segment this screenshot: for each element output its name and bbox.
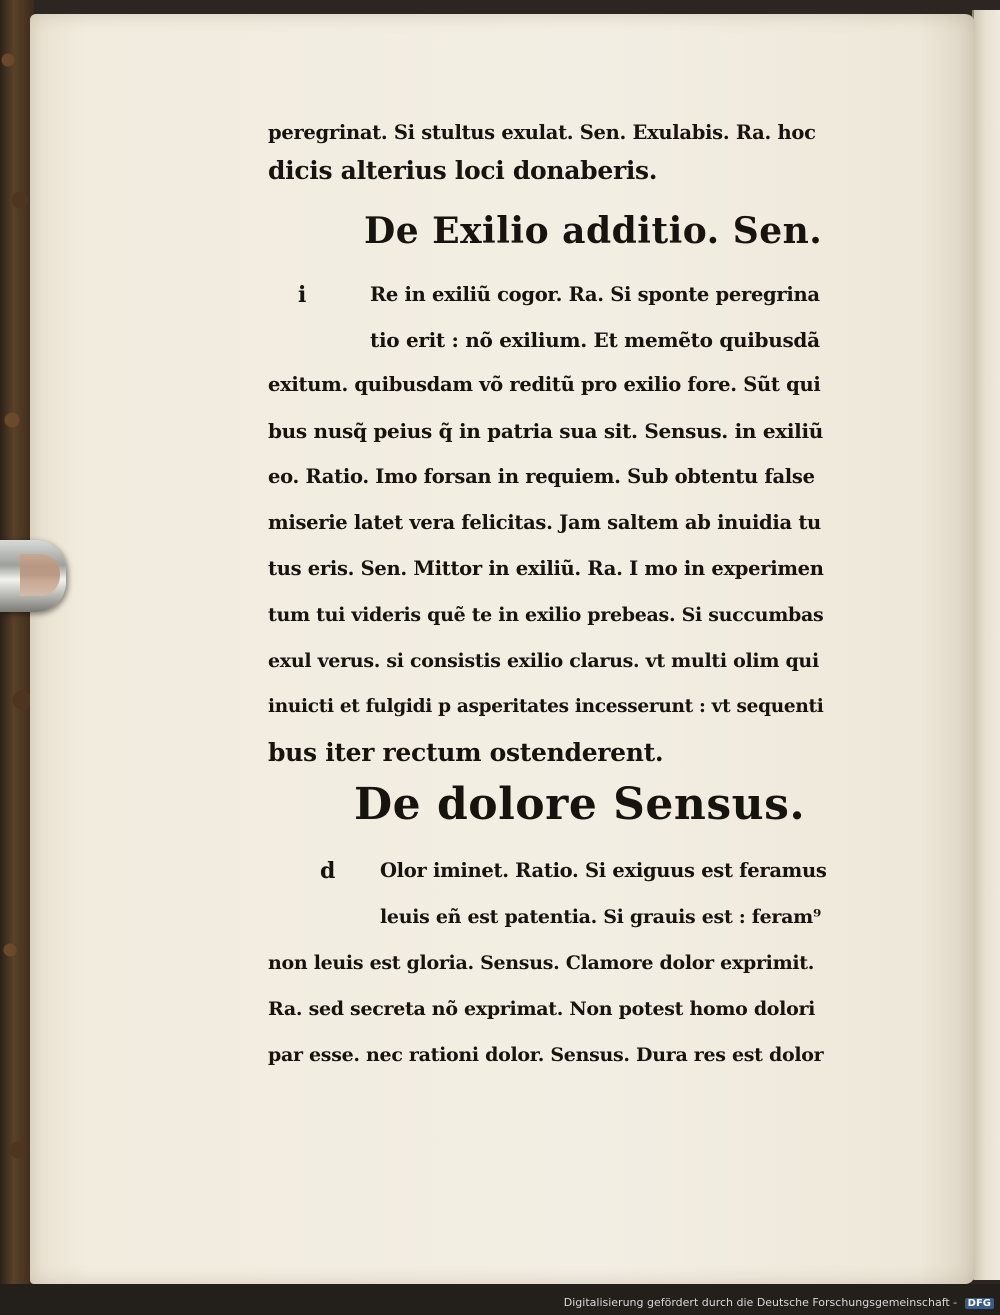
text-line: bus nusq̃ peius q̃ in patria sua sit. Sensus. in exiliũ [268,419,824,443]
text-line: Re in exiliũ cogor. Ra. Si sponte peregrina [370,283,820,306]
text-line: tio erit : nõ exilium. Et memẽto quibusdã [370,328,820,352]
text-line: leuis eñ est patentia. Si grauis est : feram⁹ [380,906,821,928]
text-line: tus eris. Sen. Mittor in exiliũ. Ra. I mo in experimen [268,557,824,580]
footer-text: Digitalisierung gefördert durch die Deutsche Forschungsgemeinschaft - [563,1296,958,1309]
text-line: inuicti et fulgidi p asperitates incesserunt : vt sequenti [268,696,824,717]
text-line: exul verus. si consistis exilio clarus. vt multi olim qui [268,650,819,672]
text-line: Olor iminet. Ratio. Si exiguus est feramus [380,859,827,882]
margin-letter: d [320,858,336,884]
book-binding [0,0,34,1300]
text-line: dicis alterius loci donaberis. [268,156,658,185]
text-line: exitum. quibusdam võ reditũ pro exilio fore. Sũt qui [268,373,821,396]
text-line: par esse. nec rationi dolor. Sensus. Dura res est dolor [268,1044,824,1066]
text-line: non leuis est gloria. Sensus. Clamore dolor exprimit. [268,952,815,974]
text-line: bus iter rectum ostenderent. [268,738,664,767]
text-line: Ra. sed secreta nõ exprimat. Non potest homo dolori [268,998,816,1020]
text-line: eo. Ratio. Imo forsan in requiem. Sub obtentu false [268,465,815,488]
next-page-edge [972,10,1000,1280]
heading-dolore: De dolore Sensus. [354,779,806,830]
dfg-logo-icon: DFG [965,1298,994,1309]
page-clip [0,540,66,612]
footer-credit [564,1296,994,1309]
book-page [30,14,975,1284]
text-line: miserie latet vera felicitas. Jam saltem ab inuidia tu [268,511,821,534]
heading-exilio: De Exilio additio. Sen. [364,210,823,252]
page-clip-inner [20,554,60,596]
text-line: tum tui videris quẽ te in exilio prebeas. Si succumbas [268,604,824,626]
text-line: peregrinat. Si stultus exulat. Sen. Exulabis. Ra. hoc [268,121,816,144]
margin-letter: i [298,282,307,308]
